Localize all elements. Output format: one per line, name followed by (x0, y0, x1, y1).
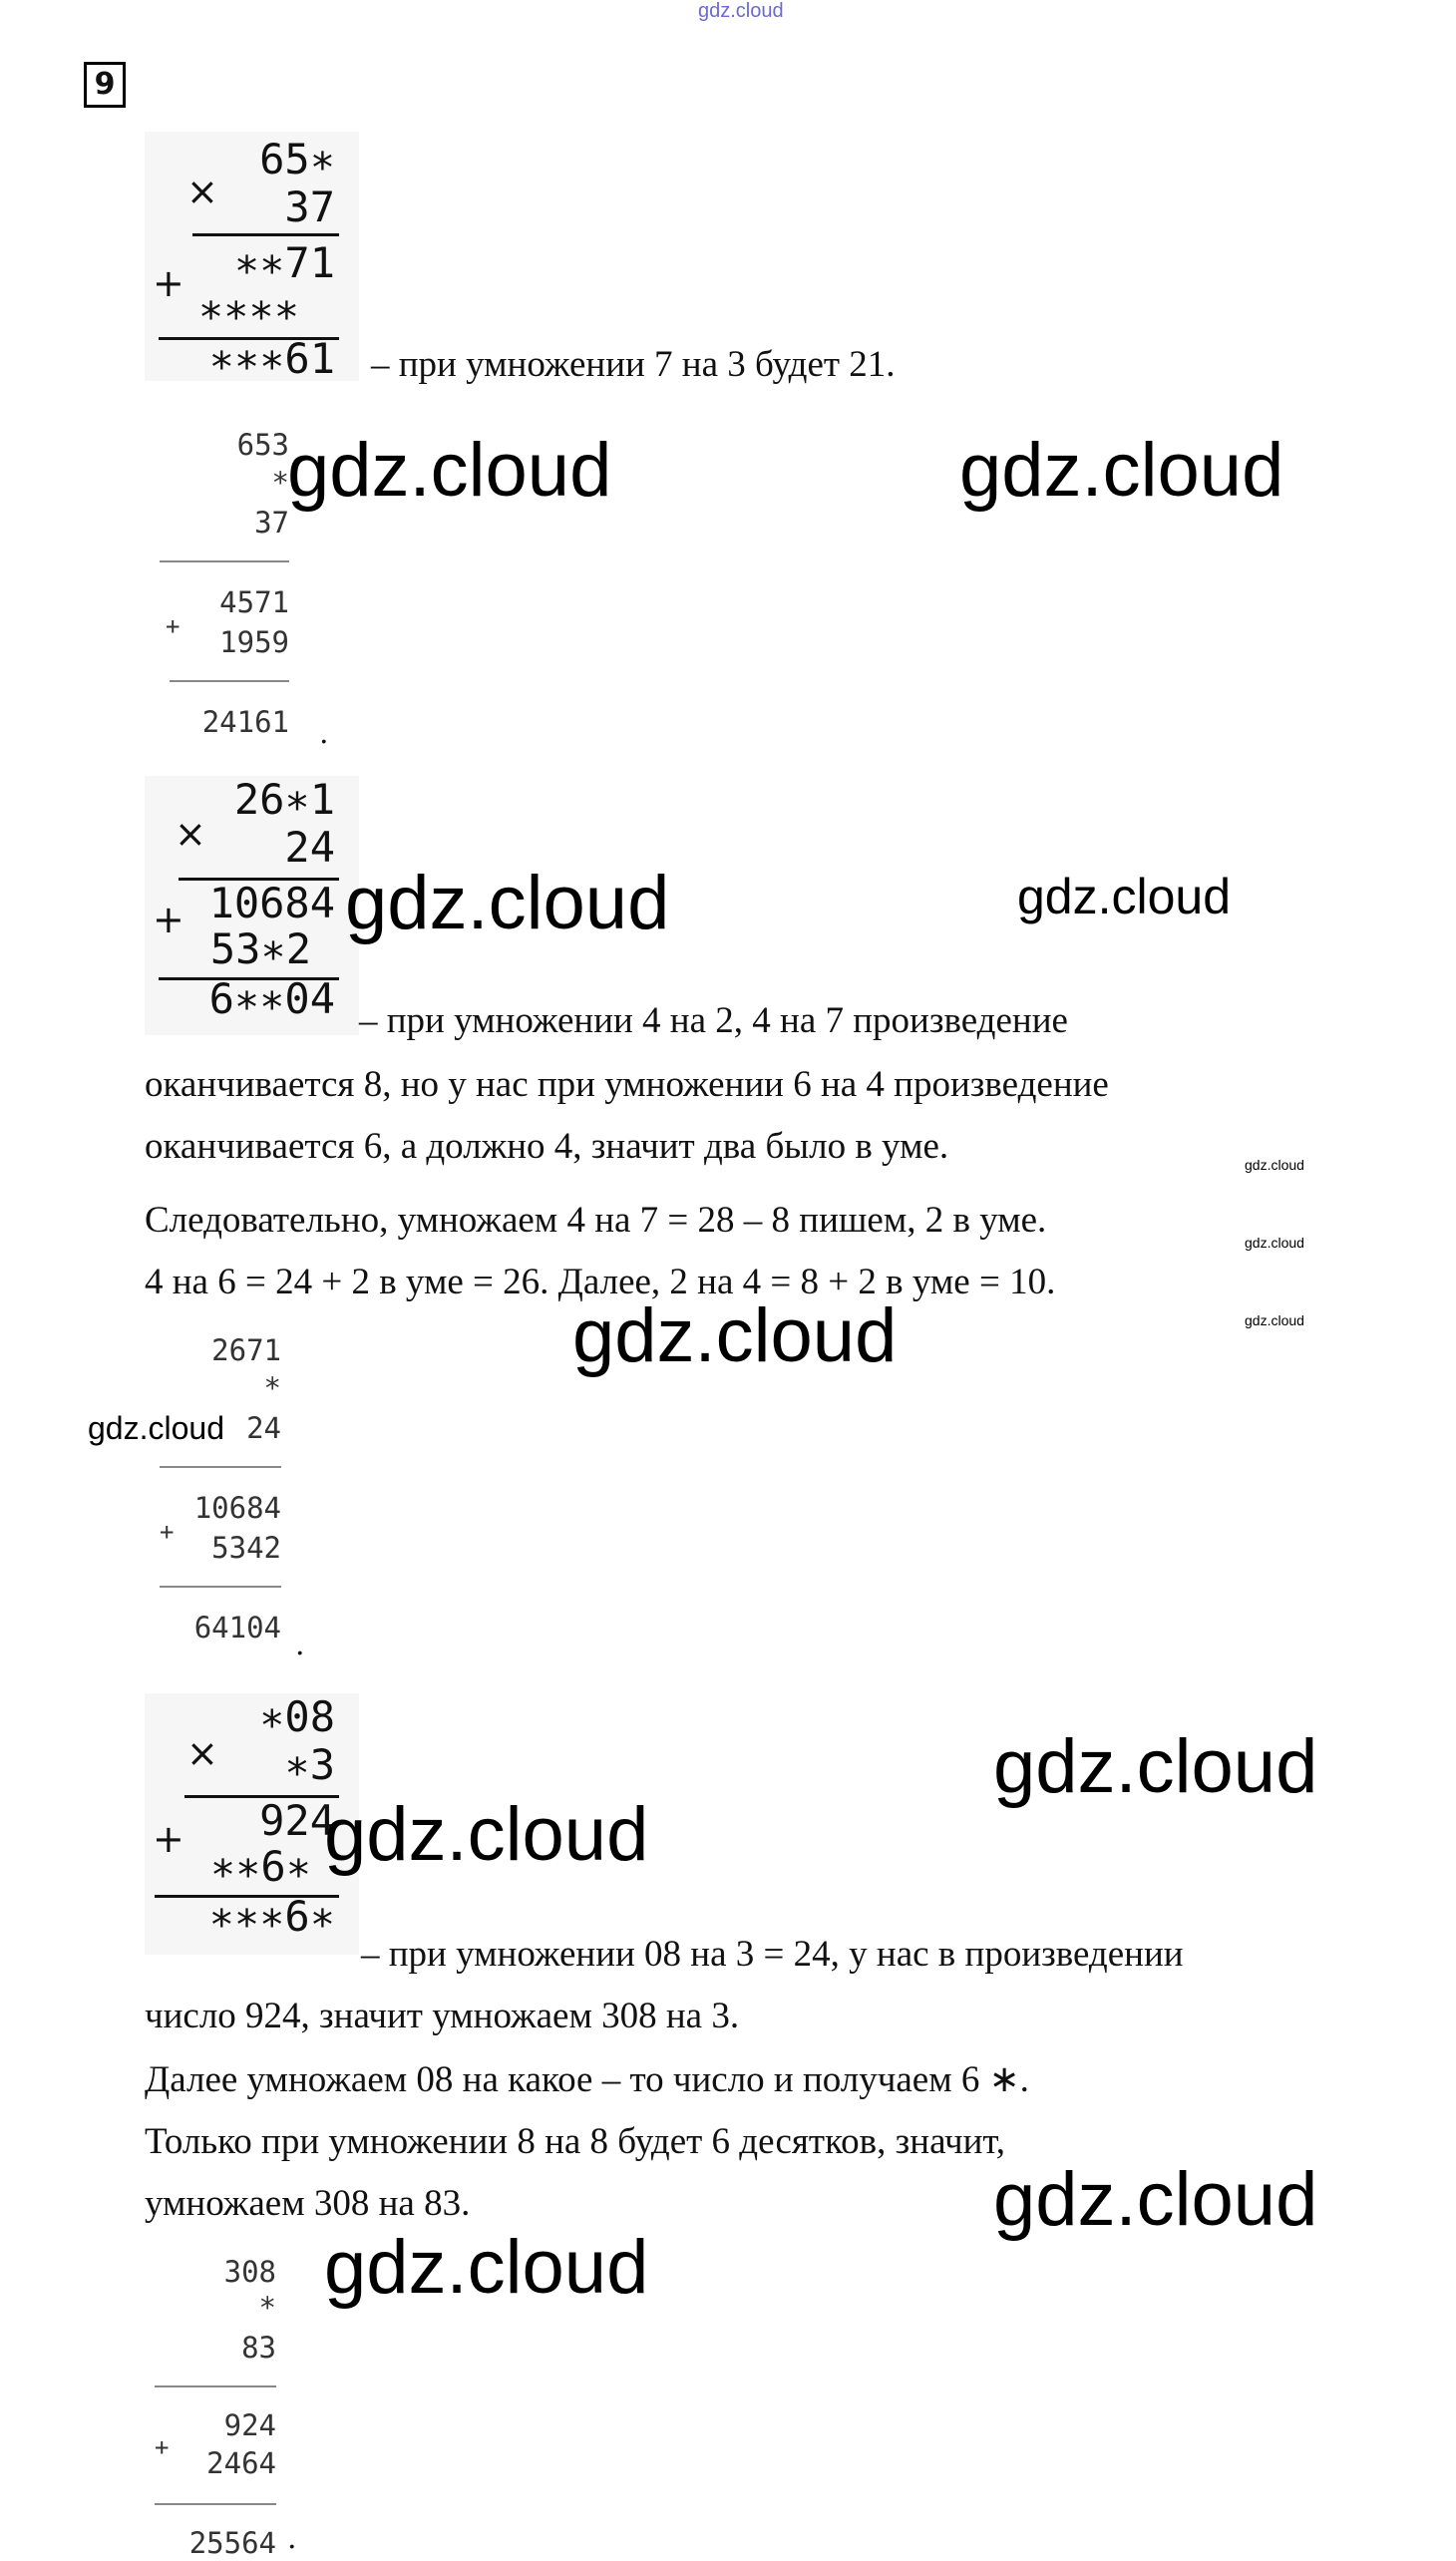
solution-row: 2464 (206, 2446, 276, 2480)
multiply-sign: × (186, 1731, 218, 1775)
watermark: gdz.cloud (1245, 1157, 1304, 1173)
explanation-line: оканчивается 6, а должно 4, значит два было в уме. (145, 1126, 949, 1167)
puzzle-row: ∗∗∗∗ (197, 284, 299, 333)
solution-row: 2671 (211, 1333, 281, 1367)
puzzle-image-2 (145, 776, 359, 1035)
task-number: 9 (84, 62, 126, 108)
puzzle-row: ∗08 (259, 1692, 335, 1741)
solution-row: 24161 (201, 705, 289, 739)
puzzle-row: 924 (259, 1796, 335, 1845)
solution-plus: + (160, 1518, 175, 1546)
watermark: gdz.cloud (1245, 1312, 1304, 1328)
solution-op: * (263, 1371, 281, 1405)
watermark: gdz.cloud (993, 2157, 1318, 2242)
explanation-line: Далее умножаем 08 на какое – то число и получаем 6 ∗. (145, 2059, 1029, 2100)
solution-row: 924 (223, 2408, 276, 2442)
solution-rule (155, 2385, 276, 2387)
puzzle-row: ∗∗71 (233, 238, 335, 287)
solution-op: * (258, 2291, 276, 2325)
puzzle-row: ∗3 (284, 1740, 335, 1789)
puzzle-rule (192, 233, 339, 236)
watermark: gdz.cloud (1017, 869, 1232, 924)
explanation-line: Следовательно, умножаем 4 на 7 = 28 – 8 пишем, 2 в уме. (145, 1200, 1047, 1241)
solution-row: 37 (254, 506, 289, 540)
solution-column-3 (155, 2254, 276, 2560)
end-mark: . (319, 716, 329, 751)
puzzle-image-1 (145, 132, 359, 381)
end-mark: . (295, 1628, 305, 1662)
explanation-line: число 924, значит умножаем 308 на 3. (145, 1996, 740, 2036)
solution-column-1 (160, 427, 289, 756)
solution-row: 25564 (188, 2526, 276, 2560)
watermark: gdz.cloud (993, 1724, 1318, 1809)
multiply-sign: × (175, 812, 206, 856)
watermark: gdz.cloud (324, 1792, 649, 1877)
solution-row: 1959 (219, 625, 289, 659)
multiply-sign: × (186, 170, 218, 213)
plus-sign: + (153, 898, 184, 941)
puzzle-row: 37 (284, 183, 335, 231)
solution-row: 308 (223, 2255, 276, 2289)
explanation-line: оканчивается 8, но у нас при умножении 6 на 4 произведение (145, 1064, 1109, 1105)
solution-row: 10684 (193, 1491, 281, 1525)
watermark: gdz.cloud (345, 861, 670, 945)
explanation-line: – при умножении 7 на 3 будет 21. (371, 344, 896, 385)
solution-rule (160, 1586, 281, 1588)
watermark: gdz.cloud (324, 2225, 649, 2310)
puzzle-row: 53∗2 (209, 924, 311, 973)
plus-sign: + (153, 1817, 184, 1861)
solution-rule (160, 560, 289, 562)
explanation-line: – при умножении 4 на 2, 4 на 7 произведение (359, 1000, 1068, 1041)
puzzle-row: ∗∗6∗ (209, 1842, 311, 1891)
puzzle-row: ∗∗∗61 (208, 334, 335, 383)
solution-plus: + (166, 612, 181, 640)
site-mark: gdz.cloud (698, 0, 784, 22)
solution-rule (170, 680, 289, 682)
explanation-line: Только при умножении 8 на 8 будет 6 десятков, значит, (145, 2121, 1006, 2162)
solution-plus: + (155, 2433, 170, 2461)
solution-row: 64104 (193, 1611, 281, 1645)
watermark: gdz.cloud (959, 428, 1284, 513)
puzzle-row: 26∗1 (233, 775, 335, 824)
puzzle-row: 24 (284, 823, 335, 872)
solution-row: 5342 (211, 1531, 281, 1565)
watermark: gdz.cloud (88, 1410, 224, 1446)
explanation-line: умножаем 308 на 83. (145, 2183, 471, 2224)
solution-row: 24 (246, 1411, 281, 1445)
puzzle-row: 65∗ (259, 135, 335, 183)
puzzle-row: 10684 (208, 879, 335, 927)
solution-column-2 (160, 1332, 281, 1661)
puzzle-row: ∗∗∗6∗ (208, 1892, 335, 1941)
watermark: gdz.cloud (572, 1293, 898, 1378)
watermark: gdz.cloud (287, 428, 612, 513)
explanation-line: – при умножении 08 на 3 = 24, у нас в произведении (361, 1934, 1184, 1975)
plus-sign: + (153, 261, 184, 305)
solution-op: * (271, 466, 289, 500)
solution-row: 83 (241, 2331, 276, 2365)
end-mark: . (287, 2521, 297, 2556)
solution-rule (155, 2503, 276, 2505)
watermark: gdz.cloud (1245, 1235, 1304, 1251)
puzzle-row: 6∗∗04 (208, 974, 335, 1023)
solution-row: 4571 (219, 585, 289, 619)
solution-rule (160, 1466, 281, 1468)
solution-row: 653 (236, 428, 289, 462)
explanation-line: 4 на 6 = 24 + 2 в уме = 26. Далее, 2 на 4 = 8 + 2 в уме = 10. (145, 1262, 1056, 1302)
